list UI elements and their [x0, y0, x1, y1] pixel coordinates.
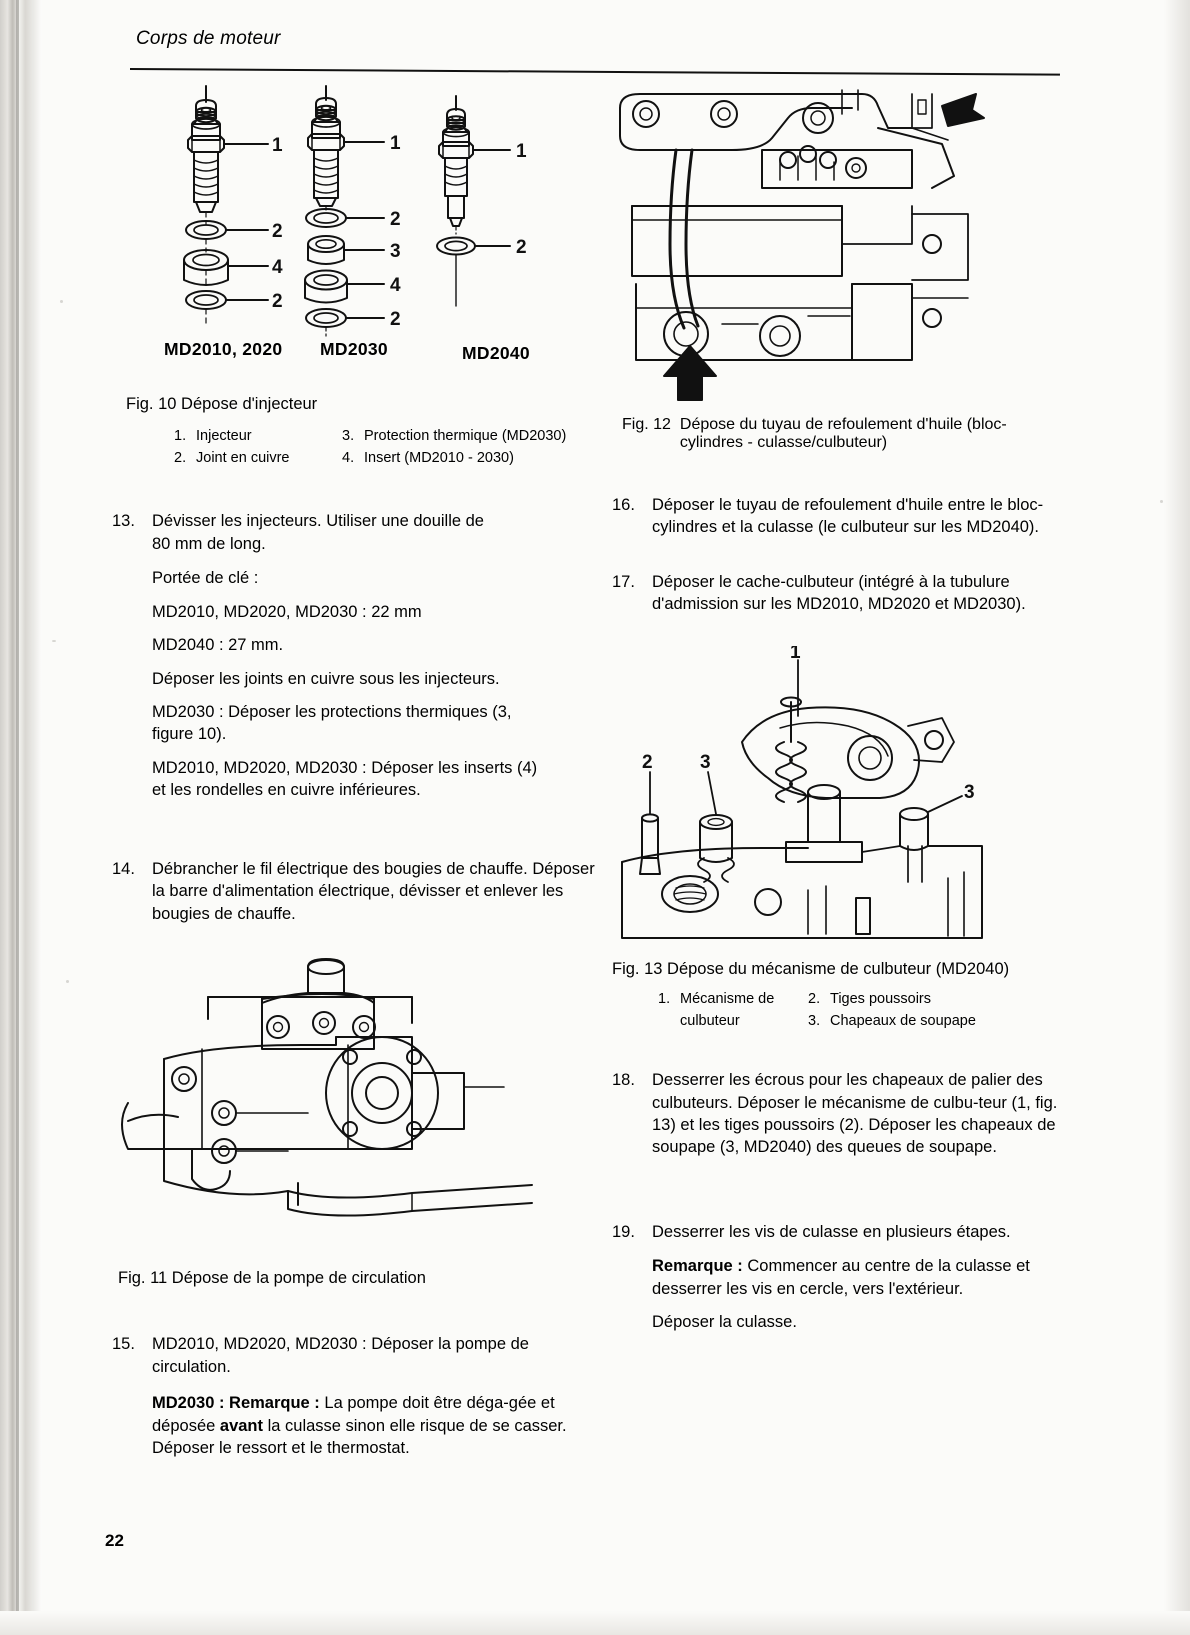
figure-10-caption: Fig. 10 Dépose d'injecteur	[126, 395, 318, 413]
step-19-note-text: Commencer au centre de la culasse et desserrer les vis en cercle, vers l'extérieur.	[652, 1257, 1030, 1298]
step-15-number: 15.	[112, 1335, 135, 1354]
svg-text:2: 2	[642, 751, 653, 773]
legend-label: Insert (MD2010 - 2030)	[364, 449, 514, 466]
legend-item	[342, 427, 566, 447]
legend-number: 2.	[808, 991, 821, 1008]
step-13-copper-seals: Déposer les joints en cuivre sous les injecteurs.	[152, 669, 500, 688]
step-18-number: 18.	[612, 1071, 635, 1090]
svg-text:1: 1	[272, 135, 283, 156]
svg-text:3: 3	[700, 751, 711, 773]
scan-edge-artifact-bottom	[0, 1611, 1190, 1635]
legend-number: 1.	[658, 991, 671, 1008]
scan-edge-artifact-left	[0, 0, 42, 1635]
svg-text:2: 2	[516, 237, 527, 258]
step-13-line-1: Dévisser les injecteurs. Utiliser une douille de	[152, 512, 484, 531]
figure-13-rocker-mechanism	[612, 646, 1067, 1031]
figure-12-oil-pipe	[612, 84, 1067, 452]
legend-item	[174, 427, 342, 447]
svg-text:4: 4	[390, 275, 401, 296]
variant-label-md2040: MD2040	[462, 343, 530, 363]
variant-label-md2010-2020: MD2010, 2020	[164, 339, 283, 359]
step-14	[112, 858, 602, 925]
step-16-text: Déposer le tuyau de refoulement d'huile entre le bloc-cylindres et la culasse (le culbuteur sur les MD2040).	[652, 496, 1044, 537]
legend-item	[342, 449, 566, 469]
svg-text:2: 2	[272, 221, 283, 242]
figure-12-svg	[612, 84, 1012, 404]
step-17-number: 17.	[612, 572, 635, 591]
step-15	[112, 1333, 602, 1459]
step-15-note-text-c: la culasse sinon elle risque de se casser. Déposer le ressort et le thermostat.	[152, 1416, 567, 1458]
step-13-wrench-label: Portée de clé :	[152, 569, 259, 588]
step-15-note-label: MD2030 : Remarque :	[152, 1394, 320, 1413]
legend-number	[658, 1012, 680, 1032]
step-15-note-text-a: La pompe doit être déga-gée et déposée	[152, 1394, 555, 1435]
step-15-note-emphasis: avant	[219, 1416, 264, 1435]
step-19-text: Desserrer les vis de culasse en plusieurs étapes.	[652, 1222, 1011, 1241]
step-18	[612, 1069, 1067, 1159]
svg-text:1: 1	[790, 645, 801, 663]
step-19-note-label: Remarque :	[652, 1257, 743, 1276]
legend-number: 2.	[174, 449, 187, 466]
step-13-number: 13.	[112, 512, 135, 531]
scan-edge-artifact-right	[1164, 0, 1190, 1635]
step-19	[612, 1221, 1067, 1334]
scan-speckle	[1160, 500, 1163, 503]
step-15-text: MD2010, MD2020, MD2030 : Déposer la pompe de circulation.	[152, 1335, 529, 1376]
svg-text:2: 2	[390, 309, 401, 330]
step-16-number: 16.	[612, 496, 635, 514]
svg-text:2: 2	[390, 209, 401, 230]
step-16	[612, 494, 1067, 539]
legend-label: Tiges poussoirs	[830, 991, 932, 1008]
svg-text:1: 1	[516, 141, 527, 162]
legend-label: Mécanisme de	[680, 991, 775, 1008]
legend-label: Chapeaux de soupape	[830, 1012, 976, 1029]
figure-10-variant-labels	[112, 339, 602, 369]
svg-text:1: 1	[390, 133, 401, 154]
figure-13-caption: Fig. 13 Dépose du mécanisme de culbuteur (MD2040)	[612, 959, 1010, 978]
step-18-text: Desserrer les écrous pour les chapeaux de palier des culbuteurs. Déposer le mécanisme de culbu-teur (1, fig. 13) et les tiges poussoirs (2). Déposer les chapeaux de soupape (3, MD2040) des queues de soupape.	[652, 1071, 1058, 1157]
figure-11-caption: Fig. 11 Dépose de la pompe de circulation	[118, 1269, 426, 1288]
left-column	[112, 84, 602, 1471]
legend-item	[658, 990, 808, 1010]
svg-text:2: 2	[272, 291, 283, 312]
figure-10-legend	[174, 427, 602, 468]
legend-item	[808, 990, 976, 1010]
scan-speckle	[52, 640, 56, 642]
step-13-wrench-size-a: MD2010, MD2020, MD2030 : 22 mm	[152, 602, 422, 621]
scan-speckle	[60, 300, 63, 303]
figure-12-caption	[622, 416, 1067, 452]
step-19-note	[652, 1255, 1064, 1300]
legend-item	[174, 449, 342, 469]
figure-10-svg	[112, 84, 582, 339]
figure-10-injector-diagram	[112, 84, 602, 468]
variant-label-md2030: MD2030	[320, 339, 388, 359]
legend-number: 3.	[342, 428, 355, 445]
step-19-number: 19.	[612, 1222, 635, 1241]
svg-text:4: 4	[272, 257, 283, 278]
step-17	[612, 571, 1067, 616]
figure-12-caption-lead: Fig. 12	[622, 416, 671, 433]
step-15-note	[152, 1392, 572, 1459]
step-17-text: Déposer le cache-culbuteur (intégré à la tubulure d'admission sur les MD2010, MD2020 et MD2030).	[652, 572, 1026, 614]
figure-11-svg	[112, 953, 552, 1253]
step-13	[112, 510, 602, 801]
page-number: 22	[105, 1531, 124, 1550]
step-14-text: Débrancher le fil électrique des bougies de chauffe. Déposer la barre d'alimentation électrique, dévisser et enlever les bougies de chauffe.	[152, 859, 595, 923]
legend-item	[808, 1012, 976, 1032]
legend-label: Joint en cuivre	[196, 449, 290, 466]
figure-12-caption-line2: cylindres - culasse/culbuteur)	[679, 434, 888, 451]
step-13-inserts-note: MD2010, MD2020, MD2030 : Déposer les inserts (4) et les rondelles en cuivre inférieures.	[152, 758, 538, 800]
figure-13-legend	[658, 990, 1067, 1031]
svg-text:3: 3	[390, 241, 401, 262]
figure-12-caption-line1: Dépose du tuyau de refoulement d'huile (bloc-	[679, 416, 1007, 433]
legend-number: 1.	[174, 428, 187, 445]
step-13-line-2: 80 mm de long.	[152, 534, 266, 553]
figure-13-svg	[612, 646, 1002, 946]
figure-12-caption-body	[680, 416, 1007, 452]
step-14-number: 14.	[112, 859, 135, 878]
figure-11-circulation-pump	[112, 953, 602, 1289]
scan-speckle	[66, 980, 69, 983]
legend-label: Protection thermique (MD2030)	[364, 428, 567, 445]
step-13-md2030-note: MD2030 : Déposer les protections thermiques (3, figure 10).	[152, 703, 512, 744]
page-running-head: Corps de moteur	[136, 28, 281, 49]
legend-label: culbuteur	[680, 1012, 740, 1029]
legend-label: Injecteur	[196, 428, 252, 445]
step-19-closing: Déposer la culasse.	[652, 1313, 797, 1332]
legend-number: 3.	[808, 1012, 821, 1029]
step-13-wrench-size-b: MD2040 : 27 mm.	[152, 636, 284, 655]
step-13-text	[152, 510, 602, 555]
header-rule	[130, 68, 1060, 76]
svg-text:3: 3	[964, 781, 975, 803]
legend-item-continuation	[658, 1012, 808, 1032]
right-column	[612, 84, 1067, 1345]
legend-number: 4.	[342, 449, 355, 466]
